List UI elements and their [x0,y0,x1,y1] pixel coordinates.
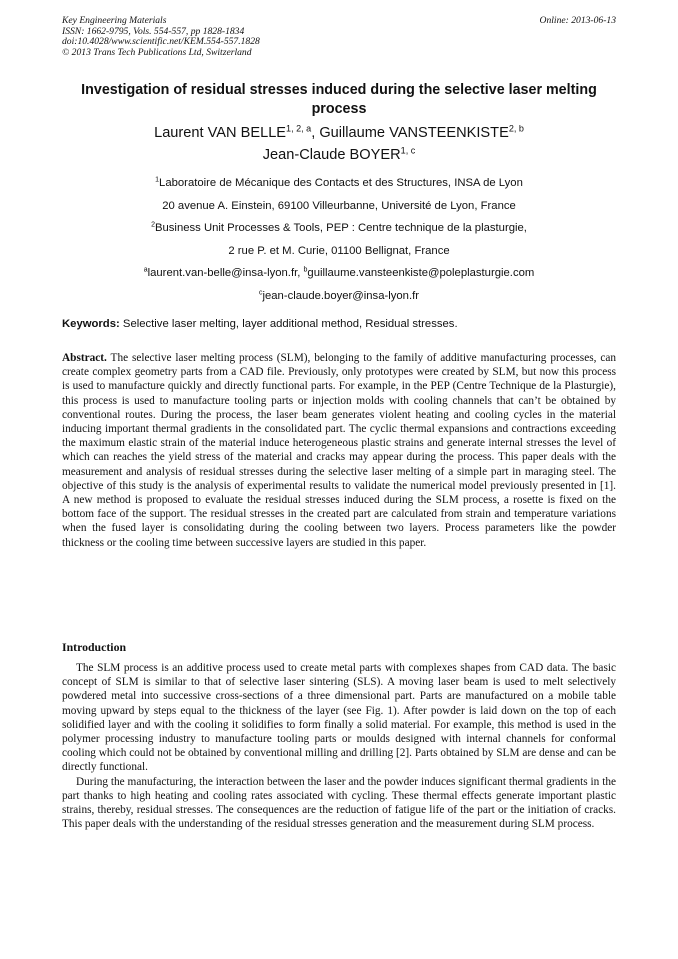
author-2-name: Guillaume VANSTEENKISTE [319,125,509,141]
introduction-body [62,661,616,831]
email-b: guillaume.vansteenkiste@poleplasturgie.com [307,267,535,279]
journal-header [62,16,616,58]
affiliation-2-line-1: $^2$Business Unit Processes & Tools, PEP : Centre technique de la plasturgie, [151,221,527,234]
abstract-text: The selective laser melting process (SLM), belonging to the family of additive manufacturing processes, can create complex geometry parts from a CAD file. Previously, only prototypes were created by SLM, but now this process is used to manufacture quickly and directly functional parts. For example, in the PEP (Centre Technique de la Plasturgie), this process is used to manufacture tooling parts or injection molds with cooling channels that can’t be obtained by conventional routes. During the process, the laser beam generates violent heating and cooling cycles in the material inducing important thermal gradients in the consolidated part. The cyclic thermal expansions and contractions exceeding the maximum elastic strain of the material induce heterogeneous plastic strains and generate internal stresses the level of which can reaches the yield stress of the material and cracks may appear during the process. This paper deals with the measurement and analysis of residual stresses during the selective laser melting of a simple part in maraging steel. The objective of this study is the analysis of experimental results to validate the numerical model previously presented in [1]. A new method is proposed to evaluate the residual stresses induced during the SLM process, a rosette is fixed on the bottom face of the support. The residual stresses in the created part are calculated from strain and temperature variations when the fused layer is consolidating during the cooling between two layers. Process parameters like the powder thickness or the cooling time between successive layers are studied in this paper. [62,352,616,549]
author-3-name: Jean-Claude BOYER [262,147,401,163]
affiliation-1-marker: 1 [155,176,160,184]
abstract [62,351,616,550]
author-line-2 [62,144,616,166]
email-line-1: $^a$laurent.van-belle@insa-lyon.fr, $^b$guillaume.vansteenkiste@poleplasturgie.com [143,266,535,279]
intro-paragraph-1: The SLM process is an additive process used to create metal parts with complexes shapes from CAD data. The basic concept of SLM is similar to that of selective laser sintering (SLS). A moving laser beam is used to melt selectively powdered metal into successive cross-sections of a three dimensional part. Parts are manufactured on a mobile table moving upward by steps equal to the thickness of the layer (see Fig. 1). After powder is laid down on the top of each solidified layer and with the cooling it solidifies to form finally a solid material. For example, this method is used in the polymer processing industry to manufacture tooling parts or moulds designed with internal channels for conformal cooling which could not be obtained by conventional milling and drilling [2]. Parts obtained by SLM are dense and can be directly functional. [62,662,616,774]
keywords-text: Selective laser melting, layer additional method, Residual stresses. [119,318,458,330]
doi-line: doi:10.4028/www.scientific.net/KEM.554-557.1828 [62,36,260,48]
abstract-label: Abstract. [62,352,107,364]
affiliation-2-marker: 2 [151,221,155,229]
copyright-line: © 2013 Trans Tech Publications Ltd, Switzerland [62,46,252,58]
author-list [62,122,616,166]
journal-name: Key Engineering Materials [62,15,167,26]
email-a: laurent.van-belle@insa-lyon.fr, [147,267,304,279]
keywords [62,317,616,331]
email-line-2: $^c$jean-claude.boyer@insa-lyon.fr [258,289,420,302]
affiliation-1-line-1: $^1$Laboratoire de Mécanique des Contacts et des Structures, INSA de Lyon [155,176,523,189]
intro-paragraph-2: During the manufacturing, the interaction between the laser and the powder induces significant thermal gradients in the part thanks to high heating and cooling rates associated with cycling. These thermal effects generate important plastic strains, thereby, residual stresses. The consequences are the reduction of fatigue life of the part or the initiation of cracks. This paper deals with the understanding of the residual stresses generation and the measurement during SLM process. [62,775,616,831]
author-3-affil: 1, c [400,145,416,156]
author-1-affil: 1, 2, a [286,123,312,134]
affiliation-1-line-2: 20 avenue A. Einstein, 69100 Villeurbanne, Université de Lyon, France [162,199,516,212]
affiliation-2-line-2: 2 rue P. et M. Curie, 01100 Bellignat, France [228,244,450,257]
author-separator: , [311,125,320,141]
email-c: jean-claude.boyer@insa-lyon.fr [262,289,420,302]
author-1-name: Laurent VAN BELLE [154,125,287,141]
issn-line: ISSN: 1662-9795, Vols. 554-557, pp 1828-1834 [62,25,245,37]
online-date: Online: 2013-06-13 [539,15,616,26]
paper-title: Investigation of residual stresses induced during the selective laser melting process [81,82,597,117]
keywords-label: Keywords: [62,318,120,330]
section-heading-introduction: Introduction [62,640,127,654]
author-line-1 [62,122,616,144]
author-2-affil: 2, b [508,123,524,134]
affiliations [62,172,616,307]
